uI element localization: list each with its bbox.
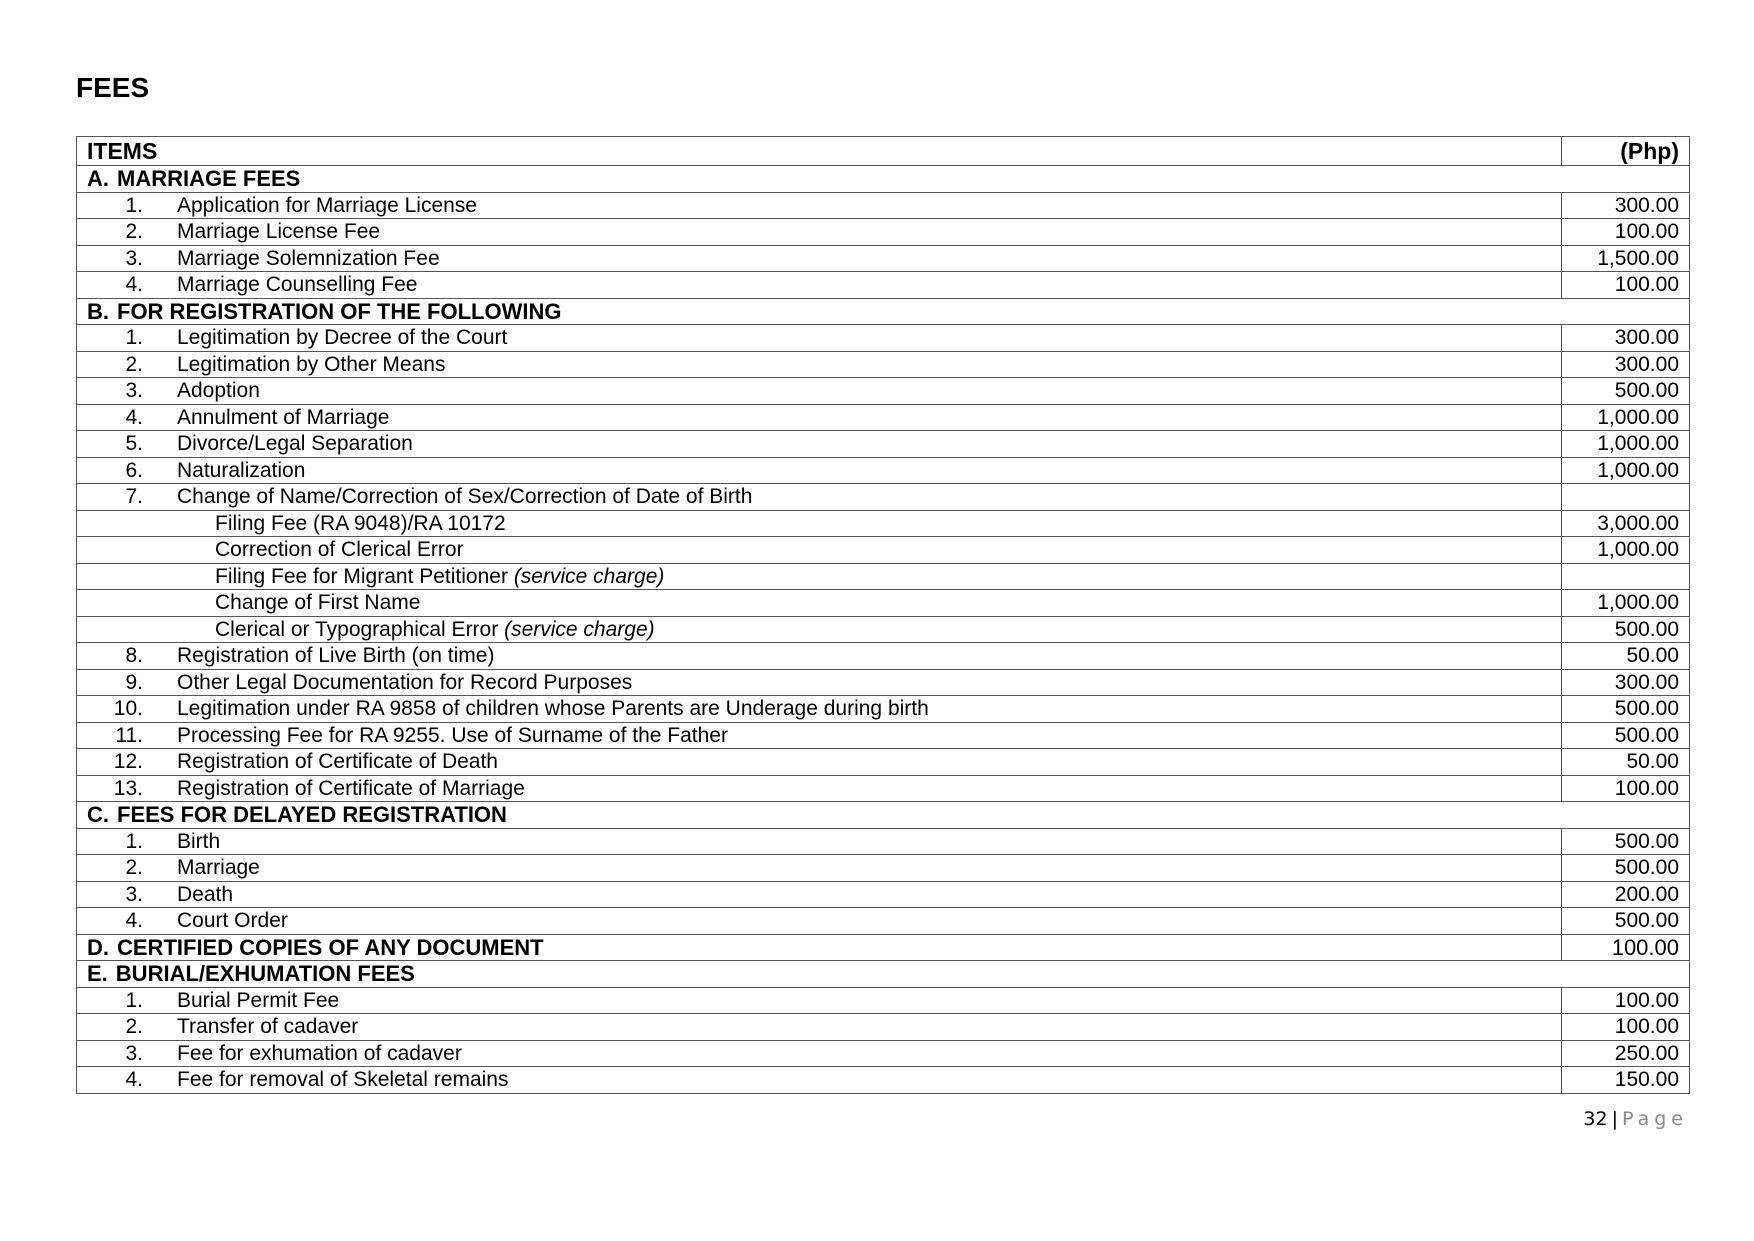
fee-amount: 500.00 (1562, 696, 1690, 723)
fee-item (77, 616, 1562, 643)
fee-amount: 250.00 (1562, 1040, 1690, 1067)
section-letter: E. (87, 961, 108, 987)
fee-item (77, 245, 1562, 272)
fee-label: Transfer of cadaver (177, 1015, 359, 1039)
fee-item (77, 537, 1562, 564)
fee-row (77, 484, 1690, 511)
fee-item (77, 1040, 1562, 1067)
fee-number: 11. (115, 723, 143, 747)
fee-label: Marriage Counselling Fee (177, 273, 418, 297)
fee-label: Marriage Solemnization Fee (177, 246, 440, 270)
fee-number: 1. (125, 829, 143, 853)
fee-amount: 3,000.00 (1562, 510, 1690, 537)
fee-number: 4. (125, 273, 143, 297)
fee-number: 1. (125, 193, 143, 217)
fee-label: Legitimation under RA 9858 of children whose Parents are Underage during birth (177, 697, 929, 721)
section-letter: C. (87, 802, 109, 828)
section-name: BURIAL/EXHUMATION FEES (115, 961, 415, 987)
fee-label: Filing Fee for Migrant Petitioner (215, 564, 508, 588)
fee-row (77, 616, 1690, 643)
fee-amount: 100.00 (1562, 272, 1690, 299)
fee-item (77, 325, 1562, 352)
fee-row (77, 1014, 1690, 1041)
fee-label: Registration of Certificate of Death (177, 750, 498, 774)
fee-number: 5. (125, 432, 143, 456)
fee-label: Filing Fee (RA 9048)/RA 10172 (215, 511, 506, 535)
fee-amount: 50.00 (1562, 749, 1690, 776)
fee-item (77, 828, 1562, 855)
fee-amount: 500.00 (1562, 908, 1690, 935)
fee-label: Naturalization (177, 458, 306, 482)
fee-row (77, 696, 1690, 723)
fee-row (77, 1067, 1690, 1094)
fee-item (77, 272, 1562, 299)
fee-label: Death (177, 882, 234, 906)
fee-item (77, 404, 1562, 431)
fee-number: 13. (113, 776, 143, 800)
fees-table-body (77, 137, 1690, 1094)
section-title (77, 934, 1562, 961)
fee-item (77, 643, 1562, 670)
fee-row (77, 881, 1690, 908)
fee-label: Annulment of Marriage (177, 405, 390, 429)
fee-number: 7. (125, 485, 143, 509)
fee-label: Marriage (177, 856, 260, 880)
fee-note: (service charge) (504, 617, 655, 641)
fee-item (77, 669, 1562, 696)
fee-number: 2. (125, 352, 143, 376)
fee-amount: 100.00 (1562, 219, 1690, 246)
fee-number: 10. (113, 697, 143, 721)
fee-item (77, 351, 1562, 378)
page-word: Page (1622, 1108, 1688, 1130)
fee-number: 4. (125, 909, 143, 933)
fee-label: Legitimation by Other Means (177, 352, 446, 376)
fee-number: 4. (125, 1068, 143, 1092)
page-number: 32 (1583, 1108, 1608, 1130)
fee-number: 2. (125, 1015, 143, 1039)
fee-amount: 500.00 (1562, 616, 1690, 643)
fee-row (77, 219, 1690, 246)
fee-row (77, 192, 1690, 219)
fee-row (77, 457, 1690, 484)
fee-row (77, 722, 1690, 749)
fee-amount: 1,000.00 (1562, 590, 1690, 617)
fee-item (77, 722, 1562, 749)
section-letter: D. (87, 934, 109, 960)
fee-amount: 100.00 (1562, 1014, 1690, 1041)
fee-label: Burial Permit Fee (177, 988, 340, 1012)
section-name: CERTIFIED COPIES OF ANY DOCUMENT (117, 934, 544, 960)
fee-amount: 500.00 (1562, 378, 1690, 405)
fee-label: Clerical or Typographical Error (215, 617, 499, 641)
fee-number: 2. (125, 220, 143, 244)
fee-amount: 300.00 (1562, 669, 1690, 696)
fee-label: Fee for exhumation of cadaver (177, 1041, 462, 1065)
fee-amount: 300.00 (1562, 192, 1690, 219)
fee-item (77, 378, 1562, 405)
fee-amount: 1,500.00 (1562, 245, 1690, 272)
fee-label: Correction of Clerical Error (215, 538, 464, 562)
fee-number: 1. (125, 988, 143, 1012)
fee-row (77, 775, 1690, 802)
fee-amount: 150.00 (1562, 1067, 1690, 1094)
section-row (77, 802, 1690, 829)
fee-row (77, 669, 1690, 696)
fee-label: Marriage License Fee (177, 220, 381, 244)
fee-number: 3. (125, 379, 143, 403)
fee-row (77, 272, 1690, 299)
section-name: FOR REGISTRATION OF THE FOLLOWING (117, 298, 562, 324)
fee-row (77, 1040, 1690, 1067)
fee-row (77, 431, 1690, 458)
fee-item (77, 987, 1562, 1014)
fee-item (77, 590, 1562, 617)
fee-amount: 500.00 (1562, 722, 1690, 749)
fee-number: 4. (125, 405, 143, 429)
fee-item (77, 1014, 1562, 1041)
fee-row (77, 828, 1690, 855)
fee-amount (1562, 563, 1690, 590)
fee-amount: 1,000.00 (1562, 457, 1690, 484)
section-letter: B. (87, 298, 109, 324)
table-header-row (77, 137, 1690, 166)
fee-item (77, 855, 1562, 882)
fee-item (77, 457, 1562, 484)
fee-row (77, 563, 1690, 590)
fee-amount: 100.00 (1562, 987, 1690, 1014)
fee-label: Processing Fee for RA 9255. Use of Surname of the Father (177, 723, 728, 747)
fees-table (76, 136, 1690, 1094)
fee-label: Legitimation by Decree of the Court (177, 326, 508, 350)
fee-row (77, 908, 1690, 935)
fee-sub-label (87, 590, 420, 615)
fee-item (77, 484, 1562, 511)
fee-item (77, 510, 1562, 537)
fee-sub-label (87, 537, 464, 562)
fee-sub-label (87, 511, 506, 536)
fee-item (77, 563, 1562, 590)
fee-row (77, 855, 1690, 882)
fee-label: Fee for removal of Skeletal remains (177, 1068, 509, 1092)
fee-amount (1562, 484, 1690, 511)
fee-row (77, 351, 1690, 378)
fee-sub-label (87, 617, 655, 642)
fee-amount: 50.00 (1562, 643, 1690, 670)
fee-number: 12. (113, 750, 143, 774)
fee-amount: 500.00 (1562, 855, 1690, 882)
fee-number: 2. (125, 856, 143, 880)
fee-row (77, 643, 1690, 670)
fee-row (77, 749, 1690, 776)
page-title: FEES (76, 72, 150, 103)
fee-amount: 1,000.00 (1562, 404, 1690, 431)
fee-note: (service charge) (513, 564, 665, 588)
section-name: MARRIAGE FEES (117, 166, 301, 192)
fee-amount: 1,000.00 (1562, 431, 1690, 458)
section-title (77, 802, 1690, 829)
header-items: ITEMS (77, 137, 1562, 166)
fee-item (77, 431, 1562, 458)
fee-number: 3. (125, 1041, 143, 1065)
fee-label: Registration of Live Birth (on time) (177, 644, 495, 668)
fee-item (77, 908, 1562, 935)
fee-label: Adoption (177, 379, 260, 403)
fee-row (77, 404, 1690, 431)
fee-label: Other Legal Documentation for Record Purposes (177, 670, 633, 694)
section-amount: 100.00 (1562, 934, 1690, 961)
fee-number: 1. (125, 326, 143, 350)
section-name: FEES FOR DELAYED REGISTRATION (117, 802, 507, 828)
section-row (77, 961, 1690, 988)
fee-row (77, 537, 1690, 564)
fee-label: Court Order (177, 909, 288, 933)
fee-label: Change of First Name (215, 591, 421, 615)
fee-row (77, 510, 1690, 537)
section-title (77, 166, 1690, 193)
fee-row (77, 590, 1690, 617)
fee-item (77, 881, 1562, 908)
fee-item (77, 192, 1562, 219)
fee-number: 6. (125, 458, 143, 482)
fee-label: Birth (177, 829, 221, 853)
section-title (77, 298, 1690, 325)
fee-row (77, 245, 1690, 272)
fee-item (77, 749, 1562, 776)
fee-row (77, 325, 1690, 352)
section-row (77, 298, 1690, 325)
fee-amount: 200.00 (1562, 881, 1690, 908)
fee-row (77, 378, 1690, 405)
fee-label: Change of Name/Correction of Sex/Correction of Date of Birth (177, 485, 753, 509)
fee-sub-label (87, 564, 664, 589)
fee-item (77, 1067, 1562, 1094)
fee-item (77, 775, 1562, 802)
fee-label: Application for Marriage License (177, 193, 477, 217)
fee-amount: 300.00 (1562, 325, 1690, 352)
fee-label: Divorce/Legal Separation (177, 432, 413, 456)
section-row (77, 166, 1690, 193)
fee-amount: 500.00 (1562, 828, 1690, 855)
fee-amount: 100.00 (1562, 775, 1690, 802)
section-title (77, 961, 1690, 988)
fee-item (77, 696, 1562, 723)
fee-amount: 1,000.00 (1562, 537, 1690, 564)
fee-amount: 300.00 (1562, 351, 1690, 378)
fee-row (77, 987, 1690, 1014)
fee-number: 3. (125, 882, 143, 906)
page-footer (1583, 1108, 1688, 1130)
footer-separator: | (1611, 1108, 1618, 1130)
fee-number: 8. (125, 644, 143, 668)
header-amount: (Php) (1562, 137, 1690, 166)
section-row (77, 934, 1690, 961)
fee-item (77, 219, 1562, 246)
section-letter: A. (87, 166, 109, 192)
fee-number: 3. (125, 246, 143, 270)
fee-number: 9. (125, 670, 143, 694)
fee-label: Registration of Certificate of Marriage (177, 776, 525, 800)
